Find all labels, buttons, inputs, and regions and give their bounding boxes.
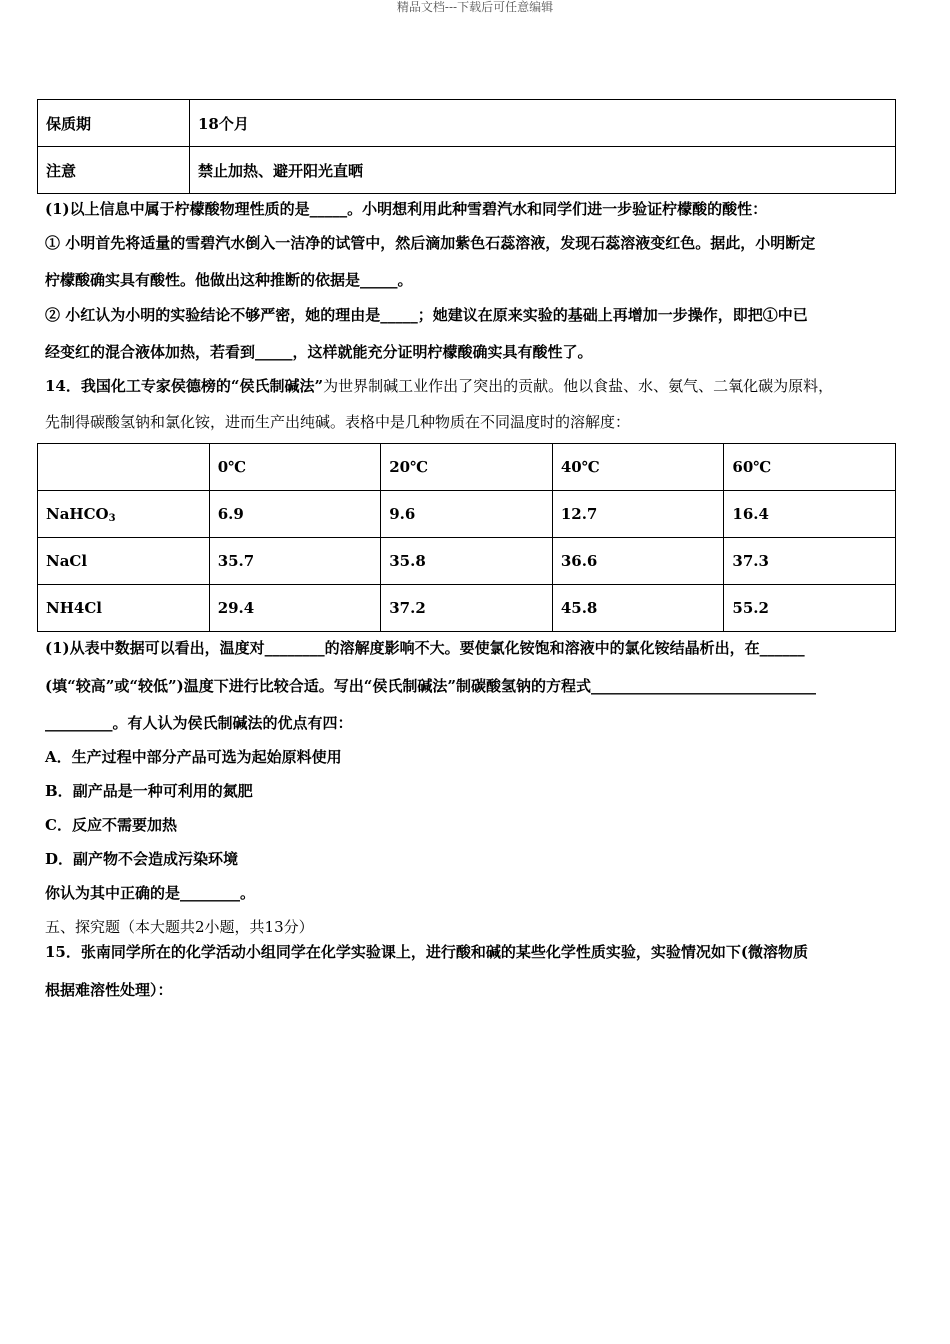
page-header: 精品文档---下载后可任意编辑 — [396, 0, 554, 14]
formula-main: NaHCO — [46, 504, 109, 523]
header-cell: 40℃ — [552, 444, 724, 491]
table-row — [38, 100, 896, 147]
q15-line1: 15．张南同学所在的化学活动小组同学在化学实验课上，进行酸和碱的某些化学性质实验，实验情况如下(微溶物质 — [45, 943, 808, 961]
option-key: D． — [45, 850, 74, 868]
formula-main: NH4Cl — [46, 599, 102, 617]
q15-line2: 根据难溶性处理）： — [45, 981, 173, 999]
header-cell — [38, 444, 210, 491]
value-cell: 37.2 — [381, 585, 553, 632]
substance-name — [38, 491, 210, 538]
substance-name — [38, 538, 210, 585]
option-a — [45, 747, 905, 767]
q13-step1-line1: ① 小明首先将适量的雪碧汽水倒入一洁净的试管中，然后滴加紫色石蕊溶液，发现石蕊溶液变红色。据此，小明断定 — [45, 234, 816, 252]
table-row — [38, 538, 896, 585]
table-header-row — [38, 444, 896, 491]
value-cell: 36.6 — [552, 538, 724, 585]
option-d — [45, 849, 905, 869]
value-cell: 29.4 — [209, 585, 381, 632]
option-text: 副产品是一种可利用的氮肥 — [72, 782, 253, 800]
value-cell: 37.3 — [724, 538, 896, 585]
value-cell: 45.8 — [552, 585, 724, 632]
product-info-table — [37, 99, 896, 194]
info-value: 18个月 — [190, 100, 896, 147]
table-row — [38, 491, 896, 538]
option-text: 生产过程中部分产品可选为起始原料使用 — [71, 748, 342, 766]
section-five-title: 五、探究题（本大题共2小题，共13分） — [45, 918, 314, 936]
question-number: 14． — [45, 377, 81, 395]
q14-intro-rest: 为世界制碱工业作出了突出的贡献。他以食盐、水、氨气、二氧化碳为原料， — [323, 377, 834, 395]
option-c — [45, 815, 905, 835]
value-cell: 55.2 — [724, 585, 896, 632]
value-cell: 35.7 — [209, 538, 381, 585]
option-b — [45, 781, 905, 801]
info-value: 禁止加热、避开阳光直晒 — [190, 147, 896, 194]
q13-part1: (1)以上信息中属于柠檬酸物理性质的是_____。小明想利用此种雪碧汽水和同学们进一步验证柠檬酸的酸性： — [45, 200, 768, 218]
value-cell: 9.6 — [381, 491, 553, 538]
option-key: B． — [45, 782, 73, 800]
option-key: A． — [45, 748, 72, 766]
q14-intro-line1 — [45, 376, 905, 396]
option-text: 反应不需要加热 — [71, 816, 177, 834]
q14-intro-bold: 我国化工专家侯德榜的“侯氏制碱法” — [80, 377, 324, 395]
substance-name — [38, 585, 210, 632]
table-row — [38, 585, 896, 632]
q14-part1-line2: (填“较高”或“较低”)温度下进行比较合适。写出“侯氏制碱法”制碳酸氢钠的方程式______________________________ — [45, 677, 816, 695]
info-label: 保质期 — [38, 100, 190, 147]
q13-step1-line2: 柠檬酸确实具有酸性。他做出这种推断的依据是_____。 — [45, 271, 413, 289]
table-row — [38, 147, 896, 194]
q14-part1-line3: _________。有人认为侯氏制碱法的优点有四： — [45, 714, 353, 732]
q13-step2-line2: 经变红的混合液体加热，若看到_____，这样就能充分证明柠檬酸确实具有酸性了。 — [45, 343, 593, 361]
solubility-table — [37, 443, 896, 632]
formula-main: NaCl — [46, 552, 88, 570]
value-cell: 16.4 — [724, 491, 896, 538]
q13-step2-line1: ② 小红认为小明的实验结论不够严密，她的理由是_____；她建议在原来实验的基础上再增加一步操作，即把①中已 — [45, 306, 808, 324]
header-cell: 60℃ — [724, 444, 896, 491]
info-label: 注意 — [38, 147, 190, 194]
header-cell: 0℃ — [209, 444, 381, 491]
option-key: C． — [45, 816, 72, 834]
value-cell: 35.8 — [381, 538, 553, 585]
formula-subscript: 3 — [108, 512, 116, 524]
value-cell: 12.7 — [552, 491, 724, 538]
q14-part1-line1: (1)从表中数据可以看出，温度对________的溶解度影响不大。要使氯化铵饱和溶液中的氯化铵结晶析出，在______ — [45, 639, 805, 657]
q14-answer-line: 你认为其中正确的是________。 — [45, 884, 256, 902]
value-cell: 6.9 — [209, 491, 381, 538]
header-cell: 20℃ — [381, 444, 553, 491]
option-text: 副产物不会造成污染环境 — [73, 850, 239, 868]
q14-intro-line2: 先制得碳酸氢钠和氯化铵，进而生产出纯碱。表格中是几种物质在不同温度时的溶解度： — [45, 413, 631, 431]
